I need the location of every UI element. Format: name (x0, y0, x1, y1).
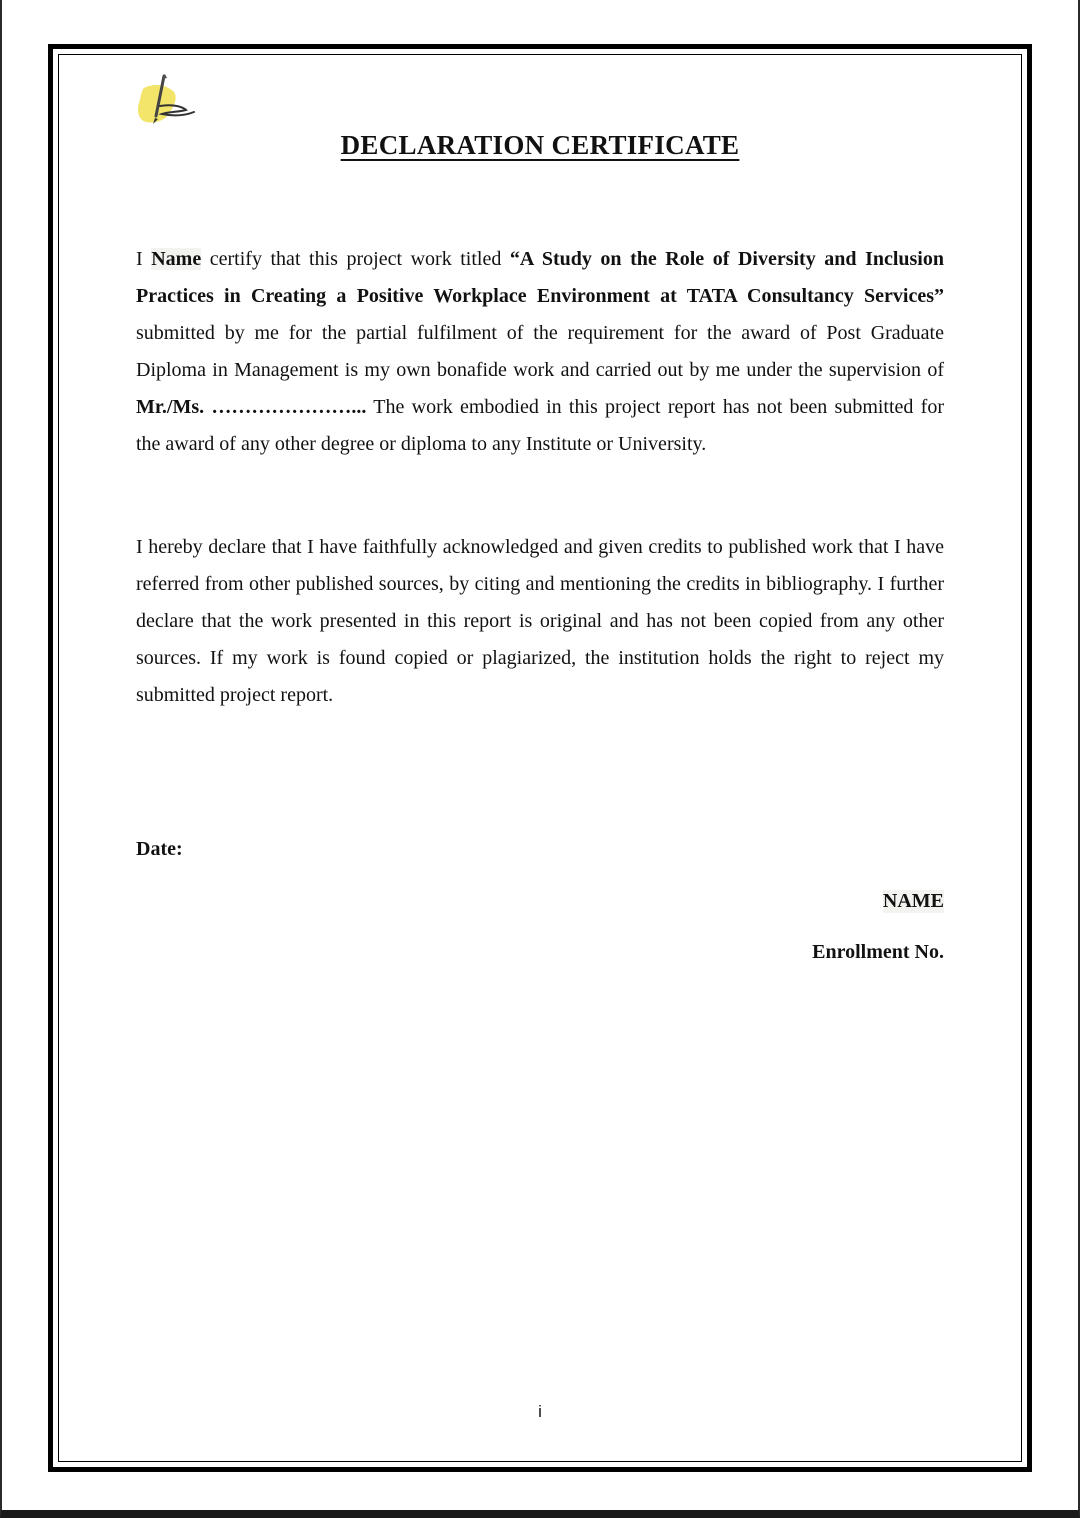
paragraph-text: I (136, 248, 152, 270)
page-number: i (538, 1402, 542, 1421)
paragraph-text: The work embodied in this project report has not been submitted for the award of any other degree or diploma to any Institute or University. (136, 396, 944, 455)
paragraph-text: certify that this project work titled (201, 248, 510, 270)
paragraph-text: submitted by me for the partial fulfilment of the requirement for the award of Post Graduate Diploma in Management is my own bonafide work and carried out by me under the supervision of (136, 322, 944, 381)
page-title (0, 130, 1080, 161)
date-label: Date: (136, 838, 183, 860)
project-title: “A Study on the Role of Diversity and Inclusion Practices in Creating a Positive Workplace Environment at TATA Consultancy Services” (136, 248, 944, 307)
student-name-placeholder: Name (151, 248, 202, 270)
signature-name: NAME (882, 890, 944, 912)
declaration-paragraph: I hereby declare that I have faithfully acknowledged and given credits to published work that I have referred from other published sources, by citing and mentioning the credits in bibliography. I further declare that the work presented in this report is original and has not been copied from any other sources. If my work is found copied or plagiarized, the institution holds the right to reject my submitted project report. (136, 536, 944, 706)
enrollment-label: Enrollment No. (812, 941, 944, 963)
title-text: DECLARATION CERTIFICATE (340, 130, 740, 160)
supervisor-placeholder: Mr./Ms. …………………... (136, 396, 367, 418)
certification-paragraph (136, 241, 944, 463)
signature-pen-icon (134, 70, 202, 132)
